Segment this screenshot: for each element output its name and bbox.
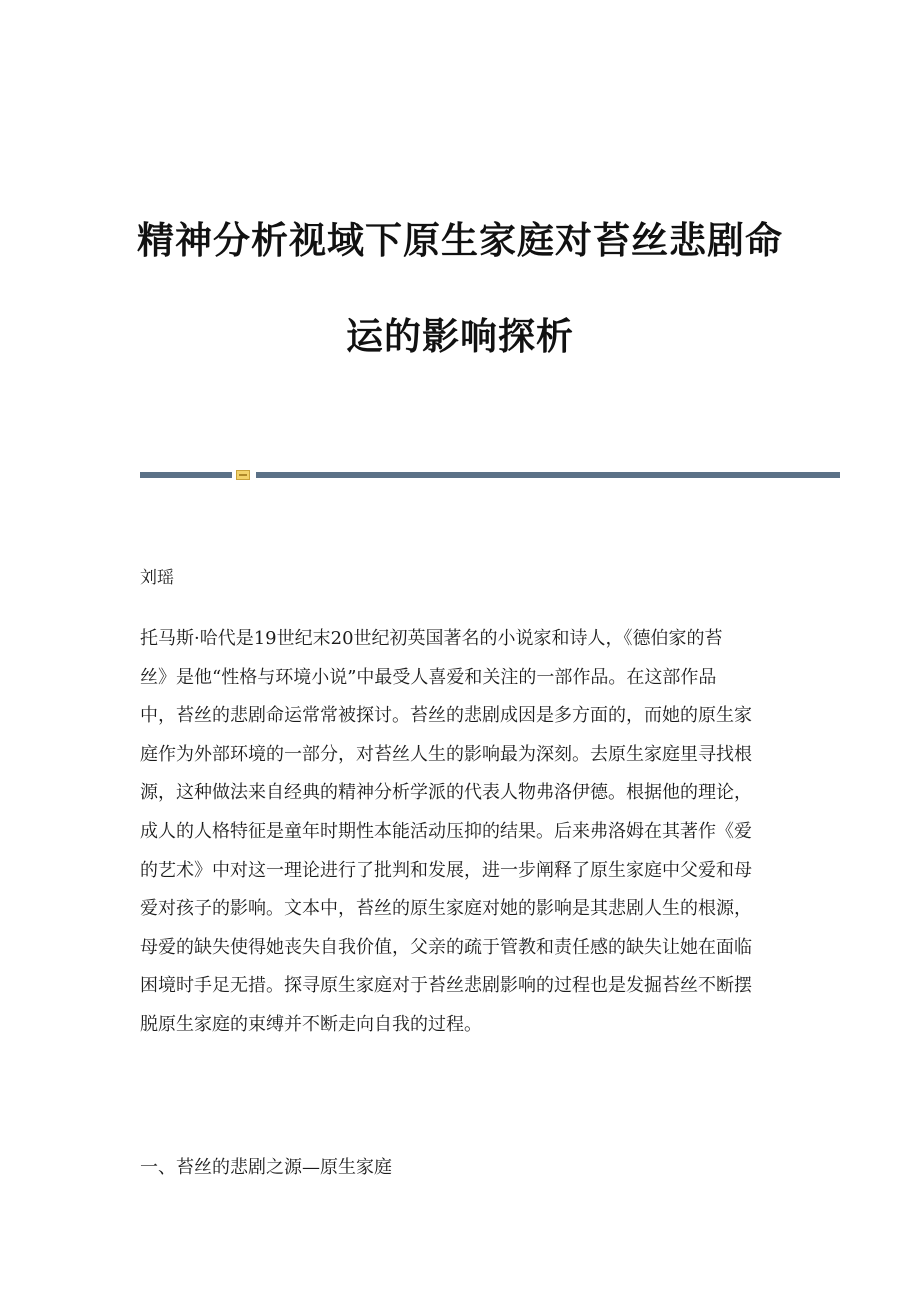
paragraph-line: 母爱的缺失使得她丧失自我价值，父亲的疏于管教和责任感的缺失让她在面临 [140,936,752,958]
section-heading: 一、苔丝的悲剧之源—原生家庭 [140,1157,392,1178]
paragraph-line: 丝》是他“性格与环境小说”中最受人喜爱和关注的一部作品。在这部作品 [140,666,717,688]
paragraph-line: 成人的人格特征是童年时期性本能活动压抑的结果。后来弗洛姆在其著作《爱 [140,820,752,842]
paragraph-line: 的艺术》中对这一理论进行了批判和发展，进一步阐释了原生家庭中父爱和母 [140,859,752,881]
paragraph-line: 中，苔丝的悲剧命运常常被探讨。苔丝的悲剧成因是多方面的，而她的原生家 [140,705,752,727]
paragraph-line: 爱对孩子的影响。文本中，苔丝的原生家庭对她的影响是其悲剧人生的根源， [140,898,752,920]
abstract-paragraph [140,620,780,1045]
document-title-line-1: 精神分析视域下原生家庭对苔丝悲剧命 [137,219,783,262]
author-name: 刘瑶 [140,568,174,588]
paragraph-line: 脱原生家庭的束缚并不断走向自我的过程。 [140,1013,482,1035]
paragraph-line: 困境时手足无措。探寻原生家庭对于苔丝悲剧影响的过程也是发掘苔丝不断摆 [140,975,752,997]
divider-bar-left [140,472,232,478]
ornament-icon [236,470,250,480]
paragraph-line: 庭作为外部环境的一部分，对苔丝人生的影响最为深刻。去原生家庭里寻找根 [140,743,752,765]
title-divider [140,470,840,480]
document-title-line-2: 运的影响探析 [346,315,574,358]
divider-bar-right [256,472,840,478]
paragraph-line: 源，这种做法来自经典的精神分析学派的代表人物弗洛伊德。根据他的理论， [140,782,752,804]
paragraph-line: 托马斯·哈代是19世纪末20世纪初英国著名的小说家和诗人，《德伯家的苔 [140,628,723,649]
